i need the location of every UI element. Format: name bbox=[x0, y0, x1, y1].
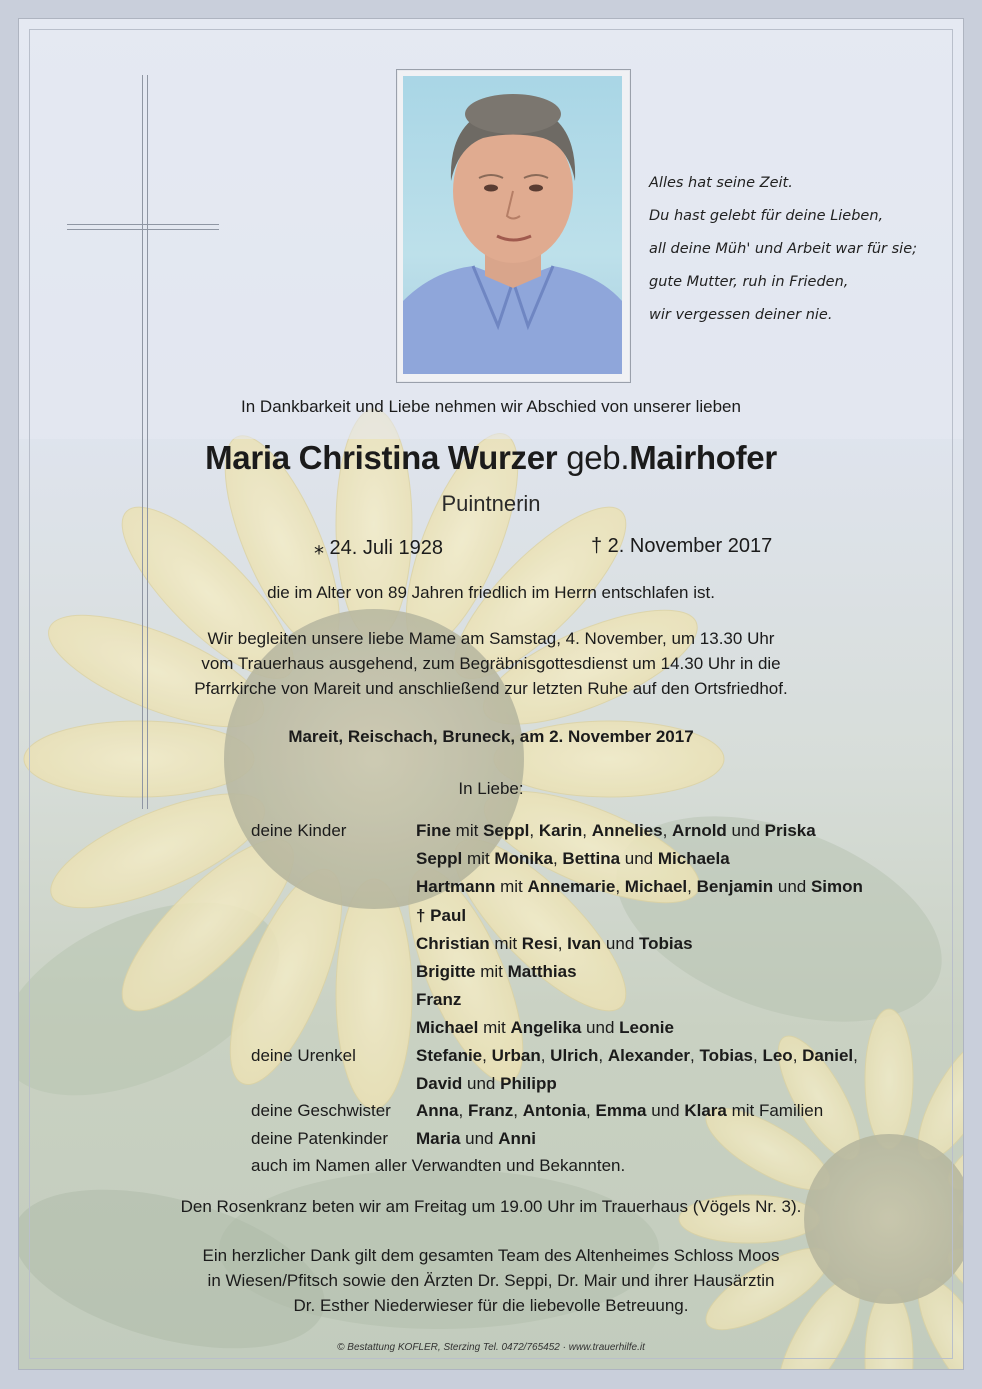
family-name: Anni bbox=[498, 1129, 537, 1148]
kinder-row bbox=[416, 990, 461, 1010]
family-name: Stefanie bbox=[416, 1046, 483, 1065]
family-connector: mit bbox=[495, 877, 528, 897]
age-text: die im Alter von 89 Jahren friedlich im Herrn entschlafen ist. bbox=[267, 583, 715, 602]
urenkel-row bbox=[416, 1046, 858, 1066]
closing-text: auch im Namen aller Verwandten und Bekannten. bbox=[251, 1156, 626, 1175]
family-name: Anna bbox=[416, 1101, 459, 1120]
funeral-line: vom Trauerhaus ausgehend, zum Begräbnisgottesdienst um 14.30 Uhr in die bbox=[201, 654, 781, 673]
family-name: Monika bbox=[494, 849, 553, 869]
place-date: Mareit, Reischach, Bruneck, am 2. November 2017 bbox=[288, 727, 694, 746]
family-connector: mit bbox=[475, 962, 508, 981]
portrait-frame bbox=[396, 69, 631, 383]
family-connector: und bbox=[462, 1073, 501, 1093]
family-connector: , bbox=[529, 821, 539, 840]
kinder-row bbox=[416, 821, 816, 841]
family-name: Priska bbox=[764, 821, 816, 840]
deceased-first-names: Maria Christina Wurzer bbox=[205, 439, 558, 476]
family-connector: , bbox=[586, 1101, 596, 1120]
family-name: Karin bbox=[538, 821, 583, 840]
family-name: Seppl bbox=[416, 849, 463, 869]
family-name: Tobias bbox=[639, 933, 693, 953]
family-name: Franz bbox=[416, 990, 462, 1010]
kinder-row bbox=[416, 877, 863, 897]
obituary-card bbox=[18, 18, 964, 1370]
family-connector: , bbox=[598, 1046, 608, 1065]
family-name: Bettina bbox=[562, 849, 621, 869]
family-name: Angelika bbox=[510, 1018, 582, 1038]
family-connector: , bbox=[615, 877, 625, 897]
family-connector: , bbox=[690, 1046, 700, 1065]
family-connector: mit bbox=[462, 849, 495, 869]
family-name: Philipp bbox=[500, 1073, 557, 1093]
footer-credit: © Bestattung KOFLER, Sterzing Tel. 0472/765452 · www.trauerhilfe.it bbox=[337, 1342, 645, 1353]
birth-date: ⁎ 24. Juli 1928 bbox=[314, 537, 443, 559]
family-name: Annelies bbox=[591, 821, 663, 840]
poem-line: Du hast gelebt für deine Lieben, bbox=[649, 208, 884, 224]
kinder-row bbox=[416, 962, 577, 982]
poem bbox=[649, 167, 917, 332]
family-connector: und bbox=[601, 933, 640, 953]
family-name: Brigitte bbox=[416, 962, 476, 981]
family-name: Simon bbox=[810, 877, 863, 897]
family-name: Matthias bbox=[507, 962, 577, 981]
deceased-name bbox=[19, 439, 963, 477]
family-name: Urban bbox=[491, 1046, 541, 1065]
funeral-line: Pfarrkirche von Mareit und anschließend zur letzten Ruhe auf den Ortsfriedhof. bbox=[194, 679, 788, 698]
family-connector: , bbox=[513, 1101, 523, 1120]
family-name: Fine bbox=[416, 821, 451, 840]
kinder-row bbox=[416, 1018, 674, 1038]
family-connector: mit bbox=[489, 933, 522, 953]
family-name: Resi bbox=[521, 933, 558, 953]
family-name: Franz bbox=[467, 1101, 514, 1120]
funeral-line: Wir begleiten unsere liebe Mame am Samstag, 4. November, um 13.30 Uhr bbox=[207, 629, 775, 648]
geschwister-label: deine Geschwister bbox=[251, 1101, 391, 1120]
family-name: Benjamin bbox=[696, 877, 774, 897]
family-connector: mit bbox=[478, 1018, 511, 1038]
family-name: Tobias bbox=[699, 1046, 753, 1065]
family-name: Seppl bbox=[483, 821, 530, 840]
family-connector: , bbox=[557, 933, 568, 953]
patenkinder-row bbox=[416, 1129, 536, 1149]
thanks-line: Dr. Esther Niederwieser für die liebevolle Betreuung. bbox=[293, 1296, 689, 1315]
poem-line: gute Mutter, ruh in Frieden, bbox=[649, 274, 849, 290]
family-connector: und bbox=[620, 849, 658, 869]
cross-horizontal-beam bbox=[67, 224, 219, 230]
nickname: Puintnerin bbox=[441, 491, 541, 516]
family-name: Antonia bbox=[522, 1101, 587, 1120]
patenkinder-label: deine Patenkinder bbox=[251, 1129, 389, 1148]
family-name: Emma bbox=[595, 1101, 647, 1120]
family-name: Ivan bbox=[567, 933, 602, 953]
family-name: Alexander bbox=[607, 1046, 691, 1065]
geb-label: geb. bbox=[566, 439, 630, 476]
family-connector: , bbox=[853, 1046, 858, 1065]
in-love-label: In Liebe: bbox=[458, 779, 524, 798]
kinder-row bbox=[416, 849, 730, 869]
poem-line: wir vergessen deiner nie. bbox=[649, 307, 833, 323]
family-connector: , bbox=[540, 1046, 551, 1065]
family-name: Michaela bbox=[657, 849, 730, 869]
portrait-illustration bbox=[403, 76, 622, 374]
family-name: Michael bbox=[624, 877, 688, 897]
family-name: David bbox=[416, 1073, 463, 1093]
family-name: Klara bbox=[684, 1101, 727, 1120]
funeral-text bbox=[19, 626, 963, 701]
poem-line: Alles hat seine Zeit. bbox=[649, 175, 793, 191]
family-name: Leo bbox=[762, 1046, 793, 1065]
death-date: † 2. November 2017 bbox=[591, 535, 773, 557]
family-name: Ulrich bbox=[550, 1046, 599, 1065]
kinder-row bbox=[416, 934, 693, 954]
thanks-line: Ein herzlicher Dank gilt dem gesamten Team des Altenheimes Schloss Moos bbox=[202, 1246, 780, 1265]
family-connector: , bbox=[482, 1046, 492, 1065]
family-connector: und bbox=[460, 1129, 499, 1148]
family-connector: , bbox=[458, 1101, 468, 1120]
family-connector: , bbox=[792, 1046, 803, 1065]
family-connector: , bbox=[662, 821, 673, 840]
family-connector: und bbox=[726, 821, 765, 840]
family-connector: und bbox=[581, 1018, 620, 1038]
maiden-name: Mairhofer bbox=[629, 439, 777, 476]
family-name: Daniel bbox=[802, 1046, 854, 1065]
family-connector: mit Familien bbox=[726, 1101, 824, 1120]
urenkel-row bbox=[416, 1074, 557, 1094]
urenkel-label: deine Urenkel bbox=[251, 1046, 356, 1065]
family-name: Michael bbox=[416, 1018, 479, 1038]
family-name: Leonie bbox=[619, 1018, 674, 1038]
kinder-row bbox=[416, 906, 466, 926]
family-connector: , bbox=[687, 877, 697, 897]
kinder-label: deine Kinder bbox=[251, 821, 347, 840]
geschwister-row bbox=[416, 1101, 823, 1121]
family-name: Maria bbox=[416, 1129, 461, 1148]
family-connector: und bbox=[646, 1101, 685, 1120]
family-connector: und bbox=[773, 877, 811, 897]
family-name: Hartmann bbox=[416, 877, 496, 897]
family-name: Arnold bbox=[672, 821, 727, 840]
portrait-photo bbox=[403, 76, 622, 374]
intro-text: In Dankbarkeit und Liebe nehmen wir Abschied von unserer lieben bbox=[241, 397, 741, 416]
family-connector: mit bbox=[450, 821, 484, 840]
family-name: Annemarie bbox=[527, 877, 616, 897]
poem-line: all deine Müh' und Arbeit war für sie; bbox=[649, 241, 918, 257]
family-name: † Paul bbox=[416, 905, 467, 925]
family-connector: , bbox=[582, 821, 592, 840]
family-connector: , bbox=[753, 1046, 763, 1065]
family-connector: , bbox=[552, 849, 563, 869]
thanks-line: in Wiesen/Pfitsch sowie den Ärzten Dr. Seppi, Dr. Mair und ihrer Hausärztin bbox=[207, 1271, 775, 1290]
thanks-text bbox=[19, 1243, 963, 1318]
family-name: Christian bbox=[416, 933, 490, 953]
rosary-text: Den Rosenkranz beten wir am Freitag um 19.00 Uhr im Trauerhaus (Vögels Nr. 3). bbox=[180, 1197, 802, 1216]
